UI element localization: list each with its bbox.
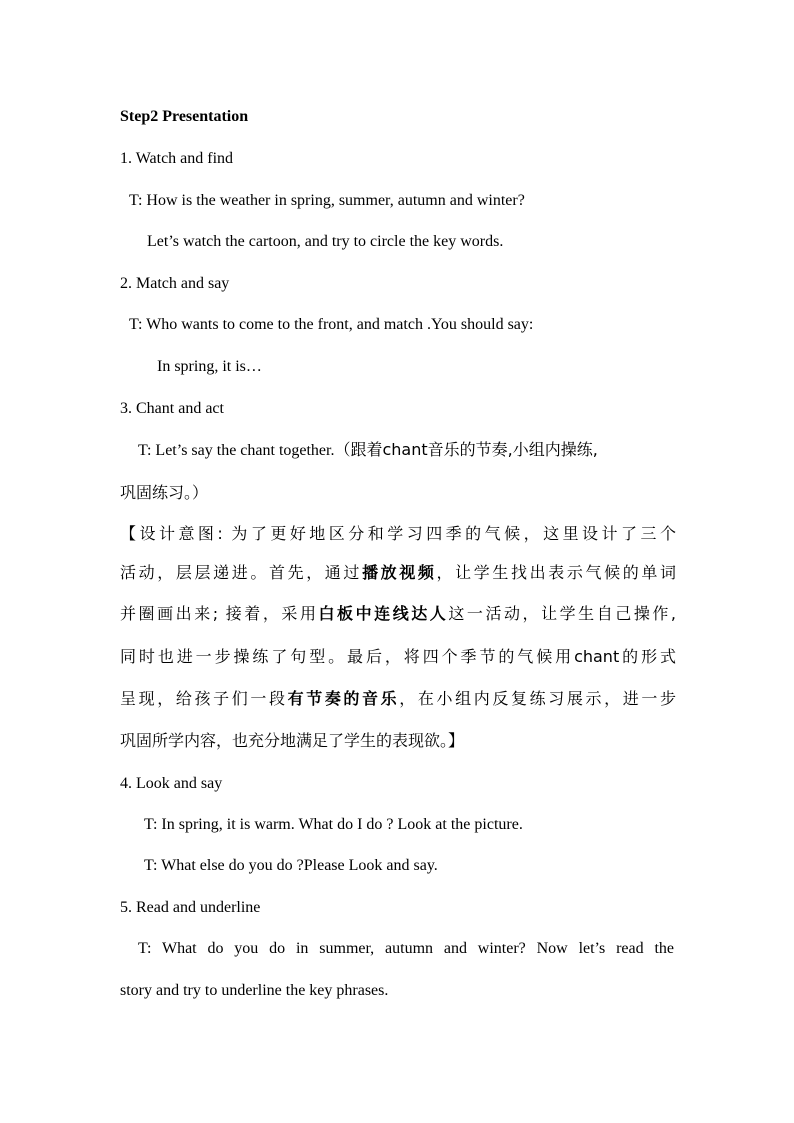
item-3-teacher-cont: 巩固练习。） bbox=[120, 483, 209, 502]
item-3-teacher-en: T: Let’s say the chant together. bbox=[138, 442, 335, 459]
item-1-teacher-line: T: How is the weather in spring, summer, autumn and winter? bbox=[129, 192, 525, 209]
design-line-5-a: 呈现，给孩子们一段 bbox=[120, 689, 288, 708]
design-line-3-a: 并圈画出来; 接着，采用 bbox=[120, 604, 319, 623]
design-line-5 bbox=[120, 689, 676, 709]
item-5-teacher-cont: story and try to underline the key phrases. bbox=[120, 982, 389, 999]
design-line-2-c: ，让学生找出表示气候的单词 bbox=[436, 563, 676, 582]
design-line-5-c: ，在小组内反复练习展示，进一步 bbox=[399, 689, 676, 708]
item-4-teacher-line-2: T: What else do you do ?Please Look and say. bbox=[144, 857, 438, 874]
design-highlight-whiteboard: 白板中连线达人 bbox=[318, 604, 449, 623]
item-5-title: 5. Read and underline bbox=[120, 899, 261, 916]
design-highlight-video: 播放视频 bbox=[362, 563, 437, 582]
design-line-1: 【设计意图: 为了更好地区分和学习四季的气候，这里设计了三个 bbox=[120, 524, 676, 543]
item-3-teacher-line bbox=[138, 440, 598, 461]
design-line-3-c: 这一活动，让学生自己操作, bbox=[448, 604, 676, 623]
design-line-6: 巩固所学内容，也充分地满足了学生的表现欲。】 bbox=[120, 731, 465, 750]
item-1-title: 1. Watch and find bbox=[120, 150, 234, 167]
design-line-2-a: 活动，层层递进。首先，通过 bbox=[120, 563, 363, 582]
item-4-title: 4. Look and say bbox=[120, 775, 223, 792]
item-2-sub-line: In spring, it is… bbox=[157, 358, 262, 375]
item-2-teacher-line: T: Who wants to come to the front, and match .You should say: bbox=[129, 316, 534, 333]
design-line-2 bbox=[120, 563, 676, 583]
item-1-sub-line: Let’s watch the cartoon, and try to circle the key words. bbox=[147, 233, 504, 250]
item-4-teacher-line-1: T: In spring, it is warm. What do I do ? Look at the picture. bbox=[144, 816, 523, 833]
design-highlight-music: 有节奏的音乐 bbox=[287, 689, 400, 708]
design-line-3 bbox=[120, 604, 676, 624]
item-3-teacher-zh: （跟着chant音乐的节奏,小组内操练, bbox=[334, 440, 598, 459]
section-heading: Step2 Presentation bbox=[120, 108, 249, 125]
design-line-4: 同时也进一步操练了句型。最后，将四个季节的气候用chant的形式 bbox=[120, 647, 676, 666]
item-3-title: 3. Chant and act bbox=[120, 400, 224, 417]
item-5-teacher-line: T: What do you do in summer, autumn and winter? Now let’s read the bbox=[138, 940, 674, 957]
item-2-title: 2. Match and say bbox=[120, 275, 230, 292]
